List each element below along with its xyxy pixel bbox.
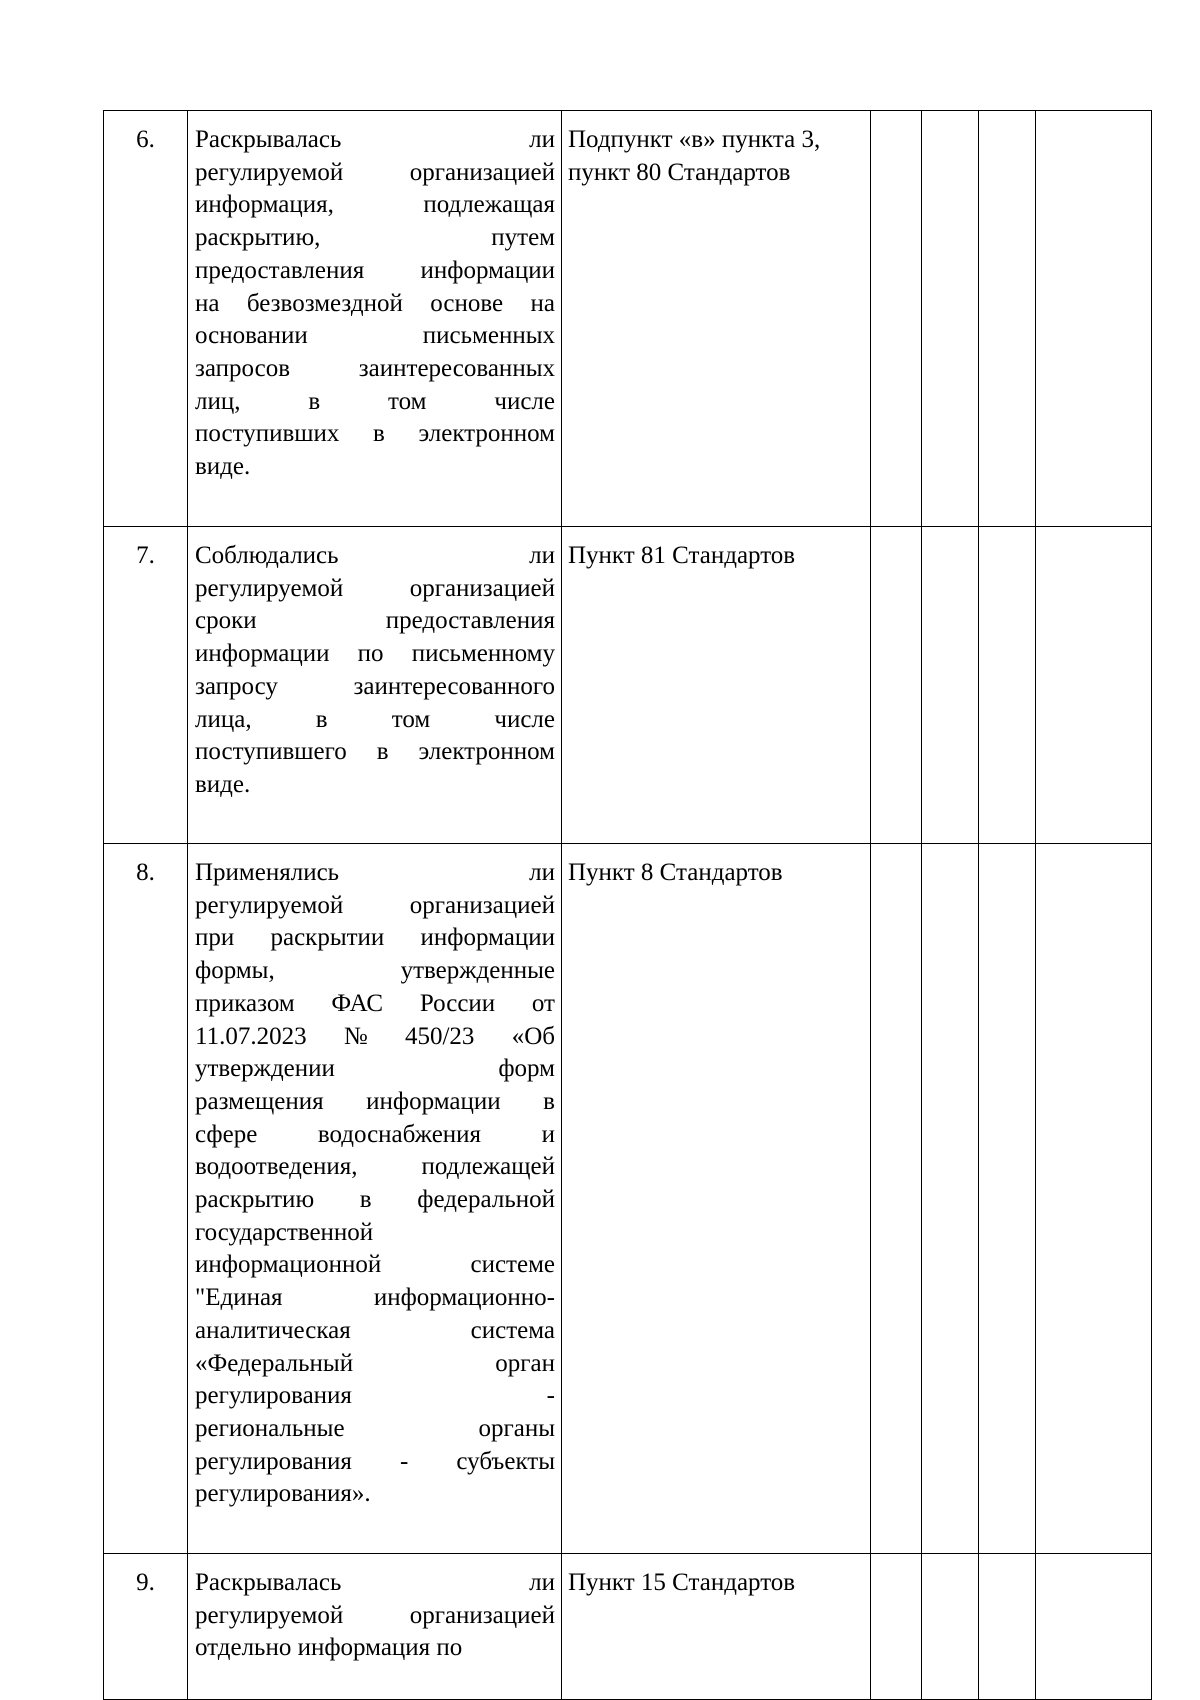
table-row	[104, 527, 1152, 844]
question-word: информации	[195, 640, 330, 668]
question-word: подлежащая	[423, 191, 555, 219]
question-word: и	[541, 1120, 555, 1148]
question-line	[195, 1380, 555, 1413]
question-line	[195, 955, 555, 988]
question-line	[195, 1053, 555, 1086]
question-word: информация,	[195, 191, 334, 219]
reference-text	[562, 111, 871, 527]
question-word: лица,	[195, 705, 252, 733]
question-word: утверждении	[195, 1055, 335, 1083]
reference-line: Пункт 15 Стандартов	[568, 1569, 796, 1596]
question-line	[195, 320, 555, 353]
reference-line: Пункт 8 Стандартов	[568, 859, 783, 886]
question-line: виде.	[195, 453, 251, 481]
question-word: по	[357, 640, 384, 668]
question-word: от	[531, 989, 555, 1017]
question-word: письменных	[422, 322, 555, 350]
question-line	[195, 189, 555, 222]
question-word: организацией	[409, 1601, 555, 1629]
question-word: путем	[491, 224, 555, 252]
row-number: 6.	[104, 111, 188, 527]
question-word: информации	[420, 924, 555, 952]
question-line	[195, 540, 555, 573]
question-word: регулирования	[195, 1382, 352, 1410]
question-word: информационной	[195, 1251, 382, 1279]
question-line	[195, 418, 555, 451]
question-word: запросов	[195, 354, 291, 382]
question-word: -	[546, 1382, 555, 1410]
answer-na-cell	[979, 1554, 1036, 1700]
checklist-table-body	[104, 111, 1152, 1700]
question-word: в	[373, 420, 385, 448]
question-word: электронном	[418, 420, 555, 448]
question-line	[195, 1446, 555, 1479]
question-word: информационно-	[373, 1284, 555, 1312]
question-line	[195, 255, 555, 288]
question-word: раскрытию,	[195, 224, 321, 252]
question-line	[195, 638, 555, 671]
reference-line: Подпункт «в» пункта 3,	[568, 126, 821, 153]
question-word: приказом	[195, 989, 295, 1017]
answer-na-cell	[979, 527, 1036, 844]
question-word: в	[359, 1186, 372, 1214]
question-word: Раскрывалась	[195, 126, 342, 153]
question-word: Применялись	[195, 859, 340, 886]
question-word: 11.07.2023	[195, 1022, 307, 1050]
question-word: регулируемой	[195, 158, 344, 186]
table-row	[104, 844, 1152, 1554]
row-number: 9.	[104, 1554, 188, 1700]
question-line	[195, 1151, 555, 1184]
question-word: предоставления	[195, 256, 365, 284]
answer-no-cell	[922, 844, 979, 1554]
question-word: в	[376, 738, 389, 766]
question-line	[195, 1021, 555, 1054]
question-text	[188, 527, 562, 844]
question-line	[195, 1315, 555, 1348]
question-word: заинтересованного	[353, 672, 555, 700]
answer-no-cell	[922, 111, 979, 527]
reference-text	[562, 1554, 871, 1700]
question-word: в	[543, 1087, 555, 1115]
reference-line: пункт 80 Стандартов	[568, 158, 791, 186]
question-line	[195, 890, 555, 923]
question-word: предоставления	[385, 607, 555, 635]
question-line	[195, 988, 555, 1021]
question-word: при	[195, 924, 235, 952]
question-word: "Единая	[195, 1284, 283, 1312]
question-word: утвержденные	[400, 957, 555, 985]
question-word: запросу	[195, 672, 278, 700]
question-word: ли	[529, 859, 555, 886]
row-number: 8.	[104, 844, 188, 1554]
table-row	[104, 1554, 1152, 1700]
question-line: виде.	[195, 770, 251, 798]
question-word: лиц,	[195, 387, 241, 415]
question-word: на	[530, 289, 555, 317]
question-word: раскрытии	[270, 924, 385, 952]
question-word: органы	[478, 1414, 555, 1442]
question-word: России	[419, 989, 496, 1017]
answer-no-cell	[922, 1554, 979, 1700]
question-word: Раскрывалась	[195, 1569, 342, 1596]
question-line	[195, 1348, 555, 1381]
question-line	[195, 386, 555, 419]
question-line	[195, 1567, 555, 1600]
question-text	[188, 1554, 562, 1700]
question-line	[195, 1282, 555, 1315]
answer-yes-cell	[871, 1554, 922, 1700]
question-line	[195, 124, 555, 157]
reference-text	[562, 527, 871, 844]
question-word: в	[308, 387, 321, 415]
question-word: федеральной	[417, 1186, 555, 1214]
answer-na-cell	[979, 111, 1036, 527]
question-word: подлежащей	[421, 1153, 555, 1181]
table-row	[104, 111, 1152, 527]
question-word: том	[388, 387, 427, 415]
question-word: числе	[494, 387, 555, 415]
question-word: на	[195, 289, 220, 317]
question-word: 450/23	[404, 1022, 475, 1050]
question-word: ли	[529, 1569, 555, 1596]
question-line	[195, 671, 555, 704]
question-line	[195, 704, 555, 737]
question-word: поступивших	[195, 420, 340, 448]
question-word: том	[391, 705, 431, 733]
question-word: заинтересованных	[358, 354, 555, 382]
question-word: водоотведения,	[195, 1153, 358, 1181]
question-word: регулируемой	[195, 574, 344, 602]
question-text	[188, 111, 562, 527]
question-line	[195, 1413, 555, 1446]
question-word: поступившего	[195, 738, 347, 766]
question-word: ФАС	[331, 989, 384, 1017]
question-line	[195, 353, 555, 386]
question-word: раскрытию	[195, 1186, 315, 1214]
question-word: -	[400, 1447, 409, 1475]
question-word: системе	[470, 1251, 555, 1279]
question-word: размещения	[195, 1087, 324, 1115]
question-word: ли	[529, 126, 555, 153]
question-line: государственной	[195, 1218, 374, 1246]
question-word: основании	[195, 322, 308, 350]
question-word: региональные	[195, 1414, 345, 1442]
question-word: основе	[430, 289, 504, 317]
question-line	[195, 1119, 555, 1152]
question-word: информации	[420, 256, 555, 284]
question-line	[195, 1086, 555, 1119]
question-line	[195, 1249, 555, 1282]
question-text	[188, 844, 562, 1554]
question-word: электронном	[418, 738, 555, 766]
question-word: водоснабжения	[317, 1120, 482, 1148]
question-word: «Об	[511, 1022, 555, 1050]
question-line: регулирования».	[195, 1480, 371, 1508]
question-word: сфере	[195, 1120, 258, 1148]
question-line	[195, 222, 555, 255]
question-line	[195, 857, 555, 890]
question-word: информации	[366, 1087, 501, 1115]
question-word: регулируемой	[195, 891, 344, 919]
question-word: «Федеральный	[195, 1349, 354, 1377]
question-word: орган	[495, 1349, 555, 1377]
answer-yes-cell	[871, 527, 922, 844]
reference-line: Пункт 81 Стандартов	[568, 542, 796, 569]
question-word: организацией	[409, 158, 555, 186]
question-word: числе	[494, 705, 555, 733]
question-line	[195, 605, 555, 638]
question-word: №	[343, 1022, 368, 1050]
question-word: форм	[498, 1055, 555, 1083]
question-line	[195, 1600, 555, 1633]
notes-cell	[1036, 1554, 1152, 1700]
question-word: организацией	[409, 574, 555, 602]
question-line	[195, 157, 555, 190]
row-number: 7.	[104, 527, 188, 844]
checklist-table	[103, 110, 1152, 1700]
question-word: сроки	[195, 607, 257, 635]
question-word: регулируемой	[195, 1601, 344, 1629]
question-word: формы,	[195, 957, 275, 985]
question-word: безвозмездной	[246, 289, 403, 317]
question-word: Соблюдались	[195, 542, 339, 569]
question-word: в	[315, 705, 328, 733]
answer-no-cell	[922, 527, 979, 844]
question-word: регулирования	[195, 1447, 352, 1475]
question-word: письменному	[411, 640, 555, 668]
answer-yes-cell	[871, 844, 922, 1554]
reference-text	[562, 844, 871, 1554]
question-line	[195, 1184, 555, 1217]
question-line	[195, 922, 555, 955]
question-word: система	[470, 1316, 555, 1344]
notes-cell	[1036, 527, 1152, 844]
notes-cell	[1036, 111, 1152, 527]
answer-na-cell	[979, 844, 1036, 1554]
question-line	[195, 288, 555, 321]
question-word: субъекты	[456, 1447, 555, 1475]
question-word: аналитическая	[195, 1316, 351, 1344]
question-word: ли	[529, 542, 555, 569]
question-line: отдельно информация по	[195, 1634, 463, 1662]
question-line	[195, 736, 555, 769]
question-word: организацией	[409, 891, 555, 919]
answer-yes-cell	[871, 111, 922, 527]
notes-cell	[1036, 844, 1152, 1554]
question-line	[195, 573, 555, 606]
